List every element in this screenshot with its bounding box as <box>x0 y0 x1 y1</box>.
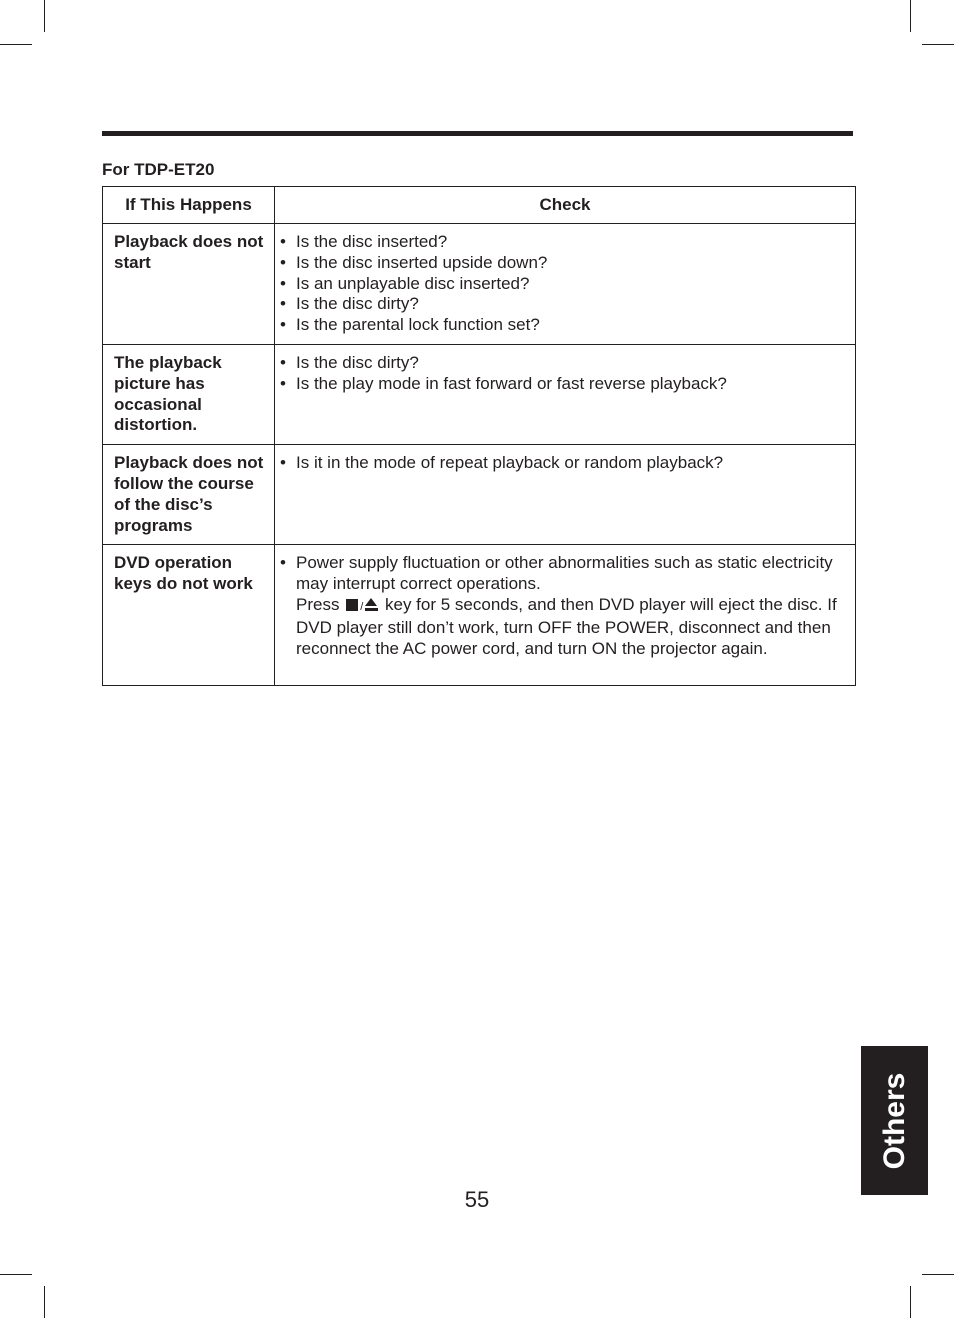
check-text: Power supply fluctuation or other abnormalities such as static electricity may interrupt correct operations. <box>296 553 833 594</box>
crop-mark <box>910 0 911 32</box>
bullet: • <box>280 352 286 372</box>
list-item: • Is the parental lock function set? <box>280 315 540 335</box>
bullet: • <box>280 315 286 335</box>
list-item <box>280 553 845 659</box>
crop-mark <box>44 1286 45 1318</box>
crop-mark <box>0 1274 32 1275</box>
symptom-cell: Playback does not follow the course of the disc’s programs <box>103 445 275 545</box>
symptom-cell: The playback picture has occasional distortion. <box>103 344 275 444</box>
column-header-check: Check <box>275 187 856 224</box>
stop-icon <box>346 599 358 611</box>
table-row <box>103 344 856 444</box>
list-item: • Is the disc dirty? <box>280 352 419 372</box>
crop-mark <box>922 1274 954 1275</box>
bullet: • <box>280 373 286 393</box>
bullet: • <box>280 252 286 272</box>
crop-mark <box>0 44 32 45</box>
eject-icon <box>365 598 378 612</box>
table-row <box>103 545 856 686</box>
bullet: • <box>280 232 286 251</box>
check-list <box>280 453 845 474</box>
check-cell <box>275 445 856 545</box>
table-row <box>103 445 856 545</box>
check-cell <box>275 344 856 444</box>
crop-mark <box>44 0 45 32</box>
bullet: • <box>280 553 286 573</box>
column-header-symptom: If This Happens <box>103 187 275 224</box>
section-side-tab <box>861 1046 928 1195</box>
list-item: • Is the disc inserted upside down? <box>280 252 548 272</box>
check-text: Press <box>296 594 340 614</box>
section-title: For TDP-ET20 <box>102 160 215 179</box>
bullet: • <box>280 453 286 473</box>
key-separator: / <box>360 600 364 613</box>
side-tab-label: Others <box>877 1072 911 1169</box>
check-list <box>280 553 845 659</box>
crop-mark <box>910 1286 911 1318</box>
bullet: • <box>280 294 286 314</box>
table-header-row <box>103 187 856 224</box>
check-cell <box>275 224 856 345</box>
symptom-cell: DVD operation keys do not work <box>103 545 275 686</box>
check-cell <box>275 545 856 686</box>
bullet: • <box>280 273 286 293</box>
symptom-cell: Playback does not start <box>103 224 275 345</box>
check-text: key for 5 seconds, and then DVD player will eject the disc. If DVD player still don’t work, turn OFF the POWER, disconnect and then reconnect the AC power cord, and turn ON the projector again. <box>296 594 837 658</box>
check-list <box>280 232 845 336</box>
list-item: • Is the disc inserted? <box>280 232 448 251</box>
troubleshooting-table <box>102 186 856 686</box>
crop-mark <box>922 44 954 45</box>
list-item: • Is the disc dirty? <box>280 294 419 314</box>
section-rule <box>102 131 853 136</box>
page-number: 55 <box>464 1187 490 1212</box>
table-row <box>103 224 856 345</box>
list-item: • Is an unplayable disc inserted? <box>280 273 530 293</box>
list-item: • Is it in the mode of repeat playback or random playback? <box>280 453 724 473</box>
list-item: • Is the play mode in fast forward or fast reverse playback? <box>280 373 727 393</box>
check-list <box>280 353 845 395</box>
